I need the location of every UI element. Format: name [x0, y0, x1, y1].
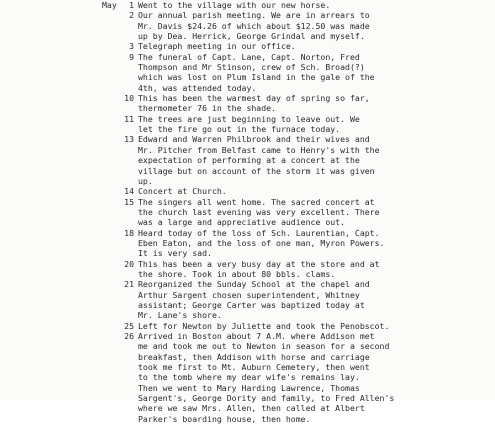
entry-text [138, 41, 490, 51]
entry-text [138, 93, 490, 114]
entry-text [138, 186, 490, 196]
entry-line: Reorganized the Sunday School at the chapel and [138, 279, 370, 290]
entry-line: It is very sad. [138, 248, 212, 259]
entry-text [138, 114, 490, 135]
entry-month: May [102, 0, 117, 10]
entry-text [138, 321, 490, 331]
entry-line: village but on account of the storm it was given [138, 165, 375, 176]
entry-line: thermometer 76 in the shade. [138, 103, 277, 114]
entry-line: Edward and Warren Philbrook and their wives and [138, 134, 370, 145]
diary-entry [102, 186, 490, 196]
entry-text [138, 134, 490, 186]
entry-text [138, 259, 490, 280]
diary-entry [102, 228, 490, 259]
entry-line: Heard today of the loss of Sch. Laurentian, Capt. [138, 227, 380, 238]
entry-line: up by Dea. Herrick, George Grindal and myself. [138, 31, 365, 42]
entry-day: 15 [124, 196, 134, 207]
diary-entry [102, 259, 490, 280]
diary-entry [102, 197, 490, 228]
diary-entry [102, 331, 490, 424]
entry-line: Mr. Lane's shore. [138, 310, 222, 321]
entry-line: where we saw Mrs. Allen, then called at Albert [138, 403, 365, 414]
entry-line: Went to the village with our new horse. [138, 0, 331, 10]
entry-line: The funeral of Capt. Lane, Capt. Norton, Fred [138, 51, 360, 62]
diary-entry [102, 10, 490, 41]
entry-line: took me first to Mt. Auburn Cemetery, then went [138, 362, 370, 373]
entry-line: Our annual parish meeting. We are in arrears to [138, 10, 370, 21]
entry-day: 1 [129, 0, 134, 10]
diary-entry [102, 52, 490, 93]
entry-day: 3 [129, 41, 134, 52]
diary-entry [102, 0, 490, 10]
entry-line: the church last evening was very excellent. There [138, 206, 380, 217]
entry-line: Sargent's, George Dority and family, to Fred Allen's [138, 393, 395, 404]
entry-text [138, 331, 490, 424]
entry-line: Eben Eaton, and the loss of one man, Myron Powers. [138, 237, 385, 248]
entry-day: 9 [129, 51, 134, 62]
entry-day: 18 [124, 227, 134, 238]
entry-text [138, 228, 490, 259]
entry-line: This has been a very busy day at the store and at [138, 258, 380, 269]
entry-text [138, 0, 490, 10]
entry-line: Mr. Davis $24.26 of which about $12.50 was made [138, 20, 370, 31]
entry-day: 10 [124, 93, 134, 104]
entry-day: 2 [129, 10, 134, 21]
entry-line: Concert at Church. [138, 186, 227, 197]
entry-day: 14 [124, 186, 134, 197]
entry-line: Parker's boarding house, then home. [138, 413, 311, 424]
entry-line: up. [138, 175, 153, 186]
entry-line: let the fire go out in the furnace today. [138, 124, 341, 135]
entry-text [138, 10, 490, 41]
entry-line: This has been the warmest day of spring so far, [138, 93, 370, 104]
entry-text [138, 52, 490, 93]
diary-entries [102, 0, 490, 424]
entry-line: expectation of performing at a concert at the [138, 155, 360, 166]
diary-entry [102, 114, 490, 135]
entry-line: Left for Newton by Juliette and took the Penobscot. [138, 320, 390, 331]
entry-line: breakfast, then Addison with horse and carriage [138, 351, 370, 362]
entry-line: me and took me out to Newton in season for a second [138, 341, 390, 352]
entry-line: Thompson and Mr Stinson, crew of Sch. Broad(?) [138, 62, 365, 73]
entry-line: The singers all went home. The sacred concert at [138, 196, 375, 207]
diary-entry [102, 134, 490, 186]
entry-text [138, 279, 490, 320]
entry-line: was a large and appreciative audience out. [138, 217, 346, 228]
entry-line: Mr. Pitcher from Belfast came to Henry's with the [138, 144, 380, 155]
entry-line: Telegraph meeting in our office. [138, 41, 296, 52]
entry-line: 4th, was attended today. [138, 82, 257, 93]
entry-line: Arthur Sargent chosen superintendent, Whitney [138, 289, 360, 300]
entry-day: 11 [124, 113, 134, 124]
entry-day: 21 [124, 279, 134, 290]
entry-line: Arrived in Boston about 7 A.M. where Addison met [138, 331, 375, 341]
diary-entry [102, 41, 490, 51]
entry-line: assistant; George Carter was baptized today at [138, 299, 365, 310]
entry-line: to the tomb where my dear wife's remains lay. [138, 372, 360, 383]
entry-day: 25 [124, 320, 134, 331]
entry-line: Then we went to Mary Harding Lawrence, Thomas [138, 382, 360, 393]
entry-line: the shore. Took in about 80 bbls. clams. [138, 268, 336, 279]
entry-day: 13 [124, 134, 134, 145]
entry-line: The trees are just beginning to leave out. We [138, 113, 360, 124]
diary-entry [102, 279, 490, 320]
entry-line: which was lost on Plum Island in the gale of the [138, 72, 375, 83]
diary-entry [102, 321, 490, 331]
entry-day: 20 [124, 258, 134, 269]
entry-day: 26 [124, 331, 134, 341]
entry-text [138, 197, 490, 228]
diary-entry [102, 93, 490, 114]
